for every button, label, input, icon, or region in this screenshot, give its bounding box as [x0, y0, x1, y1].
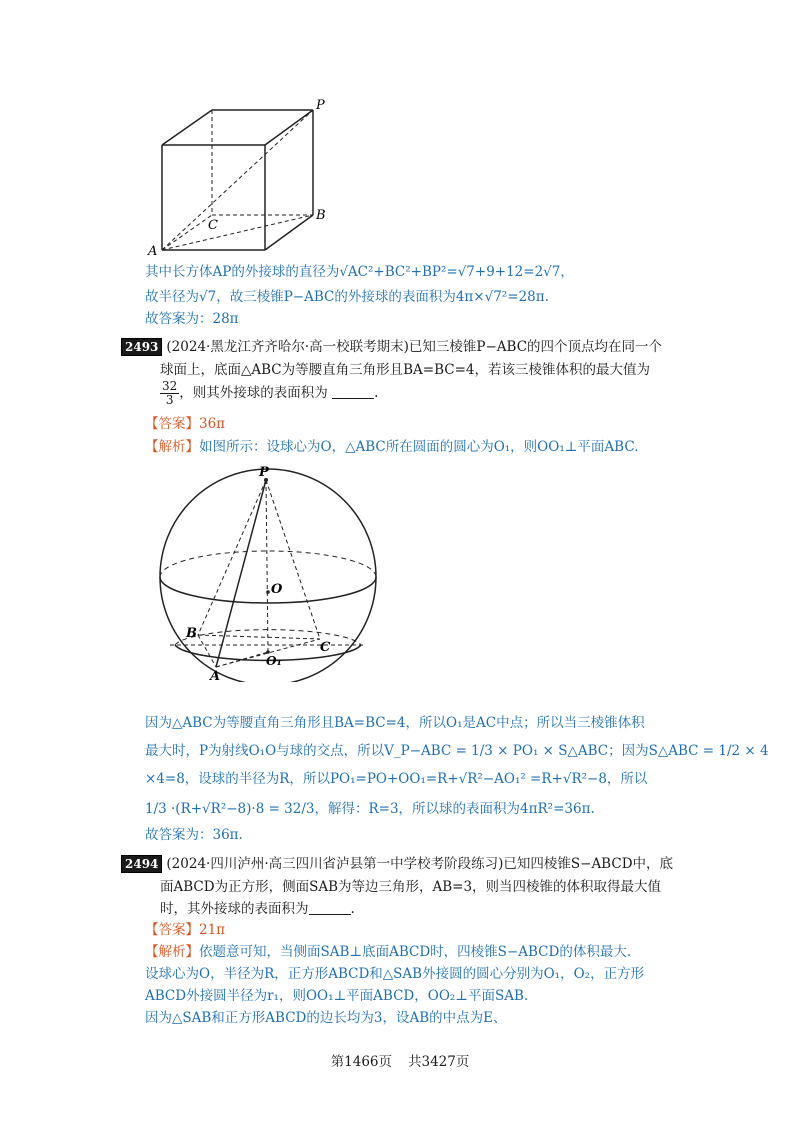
answer-2494 — [145, 920, 225, 940]
solution-2494-line-4: 因为△SAB和正方形ABCD的边长均为3，设AB的中点为E、 — [145, 1010, 507, 1026]
answer-value: 21π — [199, 922, 226, 938]
page-footer — [0, 1050, 800, 1070]
question-2493-line-3: $\frac{32}{3}$ ，则其外接球的表面积为 . — [162, 379, 379, 407]
answer-blank — [309, 900, 351, 915]
answer-blank — [332, 384, 374, 399]
analysis-text: 依题意可知，当侧面SAB⊥底面ABCD时，四棱锥S−ABCD的体积最大. — [199, 944, 632, 960]
figure-rectangular-box — [140, 95, 350, 260]
answer-2493 — [145, 414, 225, 434]
question-2493-line-1: (2024·黑龙江齐齐哈尔·高一校联考期末)已知三棱锥P−ABC的四个顶点均在同一个 — [166, 339, 663, 355]
fraction-32-3: $\frac{32}{3}$ — [162, 379, 178, 407]
question-2494-line-3: 时，其外接球的表面积为 . — [160, 901, 355, 917]
prev-solution-line-3: 故答案为：28π — [145, 311, 239, 327]
solution-2493-line-1: 因为△ABC为等腰直角三角形且BA=BC=4，所以O₁是AC中点；所以当三棱锥体积 — [145, 715, 645, 731]
analysis-tag: 【解析】 — [145, 944, 199, 960]
analysis-2494 — [145, 942, 631, 962]
analysis-tag: 【解析】 — [145, 439, 199, 455]
label-p: P — [259, 465, 269, 480]
solution-2493-line-3: ×4=8，设球的半径为R，所以PO₁=PO+OO₁=R+√R²−AO₁² =R+√R²−8，所以 — [145, 771, 648, 787]
label-o1: O₁ — [266, 654, 282, 668]
figure-sphere-pyramid — [150, 462, 400, 682]
solution-2493-line-2: 最大时，P为射线O₁O与球的交点，所以V_P−ABC = 1/3 × PO₁ × S△ABC；因为S△ABC = 1/2 × 4 — [145, 743, 769, 759]
answer-tag: 【答案】 — [145, 416, 199, 432]
question-2494 — [121, 854, 673, 874]
analysis-2493 — [145, 437, 638, 457]
answer-value: 36π — [199, 416, 226, 432]
prev-solution-line-2: 故半径为√7，故三棱锥P−ABC的外接球的表面积为4π×√7²=28π. — [145, 289, 549, 305]
question-number: 2493 — [121, 338, 162, 356]
label-a: A — [210, 669, 221, 682]
label-c: C — [208, 218, 218, 233]
label-c: C — [320, 640, 331, 655]
question-2494-line-1: (2024·四川泸州·高三四川省泸县第一中学校考阶段练习)已知四棱锥S−ABCD中，底 — [166, 856, 674, 872]
answer-tag: 【答案】 — [145, 922, 199, 938]
page-number: 第1466页 — [330, 1054, 392, 1070]
prev-solution-line-1: 其中长方体AP的外接球的直径为√AC²+BC²+BP²=√7+9+12=2√7， — [145, 264, 574, 280]
question-2493-tail: ，则其外接球的表面积为 — [179, 385, 328, 401]
solution-2493-line-4: 1/3 ·(R+√R²−8)·8 = 32/3，解得：R=3，所以球的表面积为4πR²=36π. — [145, 801, 595, 817]
question-number: 2494 — [121, 855, 162, 873]
analysis-text: 如图所示：设球心为O，△ABC所在圆面的圆心为O₁，则OO₁⊥平面ABC. — [199, 439, 639, 455]
solution-2494-line-3: ABCD外接圆半径为r₁，则OO₁⊥平面ABCD，OO₂⊥平面SAB. — [145, 988, 529, 1004]
solution-2494-line-2: 设球心为O，半径为R，正方形ABCD和△SAB外接圆的圆心分别为O₁，O₂，正方形 — [145, 966, 645, 982]
label-o: O — [271, 582, 283, 597]
label-p: P — [316, 98, 325, 113]
label-a: A — [148, 244, 158, 259]
question-2493 — [121, 337, 662, 357]
page-total: 共3427页 — [408, 1054, 470, 1070]
question-2493-line-2: 球面上，底面△ABC为等腰直角三角形且BA=BC=4，若该三棱锥体积的最大值为 — [160, 362, 651, 378]
question-2494-line-2: 面ABCD为正方形，侧面SAB为等边三角形，AB=3，则当四棱锥的体积取得最大值 — [160, 879, 662, 895]
solution-2493-line-5: 故答案为：36π. — [145, 827, 243, 843]
label-b: B — [316, 208, 326, 223]
label-b: B — [186, 626, 197, 641]
